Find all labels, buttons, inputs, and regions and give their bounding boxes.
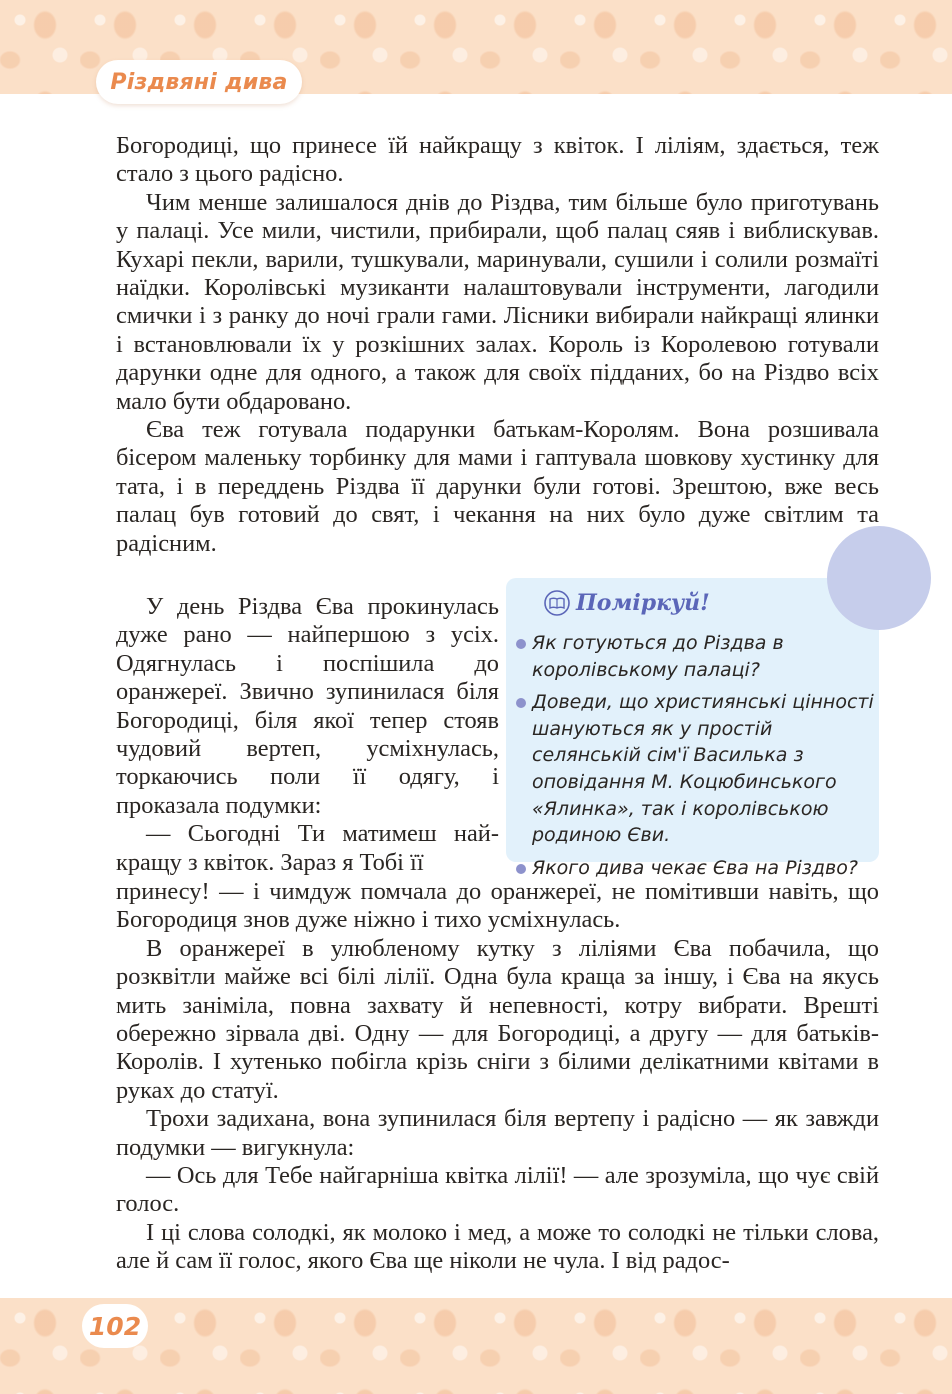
bullet-dot — [516, 864, 526, 874]
story-text-top — [116, 132, 879, 558]
paragraph: — Сьогодні Ти матимеш найкращу з квіток. Зараз я Тобі її — [116, 820, 499, 876]
page-number: 102 — [82, 1304, 148, 1348]
story-text-narrow — [116, 593, 499, 877]
paragraph: принесу! — і чимдуж помчала до оранжереї, не помітивши навіть, що Богородиця знов дуже ніжно і тихо усміхнулась. — [116, 878, 879, 934]
bullet-dot — [516, 698, 526, 708]
section-title-tab — [96, 60, 302, 104]
paragraph: У день Різдва Єва прокинулась дуже рано — найпершою з усіх. Одягнулась і поспішила до оранжереї. Звично зупинилася біля Богородиці, біля якої тепер стояв чудовий вертеп, усміхнулась, торкаючись поли її одягу, і проказала подумки: — [116, 593, 499, 819]
question-text: Якого дива чекає Єва на Різдво? — [532, 856, 858, 879]
question-text: Доведи, що християнські цінності шануються як у простій селянській сім'ї Василька з оповідання М. Коцюбинського «Ялинка», так і королівською родиною Єви. — [532, 691, 874, 847]
list-item — [516, 689, 876, 849]
story-text-bottom — [116, 878, 879, 1276]
think-box — [506, 578, 879, 879]
question-text: Як готуються до Різдва в королівському палаці? — [532, 632, 784, 681]
list-item — [516, 855, 876, 882]
question-list — [516, 630, 876, 887]
box-corner-decoration — [827, 526, 931, 630]
paragraph: Богородиці, що принесе їй найкращу з квіток. І ліліям, здається, теж стало з цього радісно. — [116, 132, 879, 188]
think-box-header — [542, 590, 710, 616]
paragraph: І ці слова солодкі, як молоко і мед, а може то солодкі не тільки слова, але й сам її голос, якого Єва ще ніколи не чула. І від радос- — [116, 1218, 879, 1275]
paragraph: — Ось для Тебе найгарніша квітка лілії! — але зрозуміла, що чує свій голос. — [116, 1162, 879, 1218]
list-item — [516, 630, 876, 683]
paragraph: Чим менше залишалося днів до Різдва, тим більше було приготувань у палаці. Усе мили, чистили, прибирали, щоб палац сяяв і виблискував. Кухарі пекли, варили, тушкували, маринували, сушили і солили розмаїті наїдки. Королівські музиканти налаштовували інструменти, лагодили смички і з ранку до ночі грали гами. Лісники вибирали найкращі ялинки і встановлювали їх у розкішних залах. Король із Королевою готували дарунки одне для одного, а також для своїх підданих, бо на Різдво всіх мало бути обдаровано. — [116, 188, 879, 415]
section-title: Різдвяні дива — [110, 69, 288, 95]
paragraph: В оранжереї в улюбленому кутку з ліліями Єва побачила, що розквітли майже всі білі лілії. Одна була краща за іншу, і Єва на якусь мить заніміла, повна захвату й непевності, котру вибрати. Врешті обережно зірвала дві. Одну — для Богородиці, а другу — для батьків-Королів. І хутенько побігла крізь сніги з білими делікатними квітами в руках до статуї. — [116, 934, 879, 1104]
bullet-dot — [516, 639, 526, 649]
think-box-title: Поміркуй! — [576, 590, 710, 616]
paragraph: Трохи задихана, вона зупинилася біля вертепу і радісно — як завжди подумки — вигукнула: — [116, 1105, 879, 1161]
book-icon — [542, 590, 572, 616]
paragraph: Єва теж готувала подарунки батькам-Королям. Вона розшивала бісером маленьку торбинку для мами і гаптувала шовкову хустинку для тата, і в переддень Різдва її дарунки були готові. Зрештою, вже весь палац був готовий до свят, і чекання на них було дуже світлим та радісним. — [116, 416, 879, 557]
